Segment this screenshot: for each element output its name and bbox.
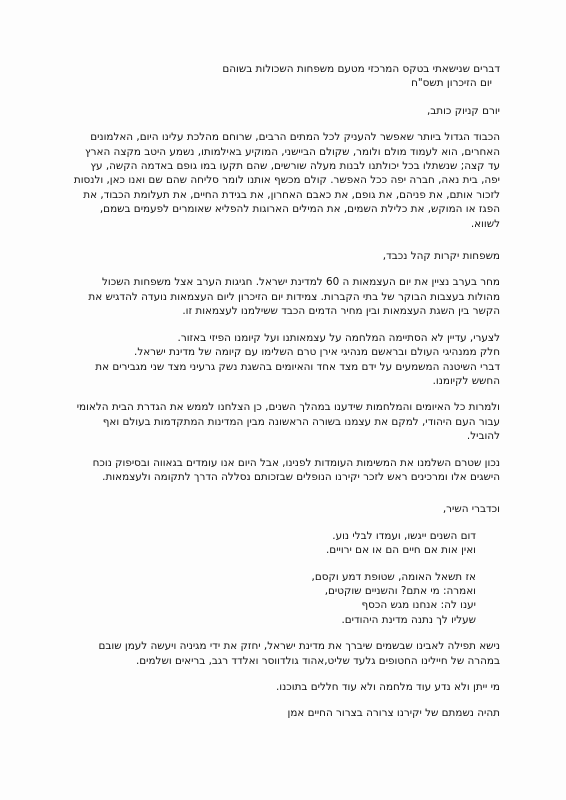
poem-line: ואין אות אם חיים הם או אם ירויים. [326, 544, 476, 557]
poem-stanza-2 [46, 570, 476, 628]
poem-intro: וכדברי השיר, [442, 503, 500, 516]
text-line: נכון שטרם השלמנו את המשימות העומדות לפנינו, אבל היום אנו עומדים בגאווה ובסיפוק נוכח [92, 456, 500, 469]
author-line: יורם קניוק כותב, [426, 104, 500, 117]
text-line: הקשר בין השגת העצמאות ובין מחיר הדמים הכבד ששילמנו לעצמאות זו. [182, 305, 500, 318]
text-line: האחרים, הוא לעמוד מולם ולומר, שקולם הביישני, המוקיע באילמותו, נשמע היטב מקצה הארץ [85, 145, 500, 158]
poem-line: שעליו לך נתנה מדינת היהודים. [341, 613, 476, 626]
paragraph-opening-quote [46, 130, 500, 231]
text-line: עבור העם היהודי, למקם את עצמנו בשורה הראשונה מבין המדינות המתקדמות בעולם ואף [102, 415, 500, 428]
text-line: הכבוד הגדול ביותר שאפשר להעניק לכל המתים הרבים, שרוחם מהלכת עלינו היום, האלמונים [90, 131, 500, 144]
poem-line: דום השנים ייגשו, ועמדו לבלי נוע. [332, 529, 476, 542]
text-line: לצערי, עדיין לא הסתיימה המלחמה על עצמאותנו ועל קיומנו הפיזי באזור. [177, 331, 500, 344]
text-line: דברי השיטנה המשמעים על ידם מצד אחד והאיומים בהשגת נשק גרעיני מצד שני מגבירים את [95, 360, 500, 373]
poem-stanza-1 [46, 529, 476, 558]
paragraph-independence-day [46, 275, 500, 318]
text-line: יפה, בית נאה, חברה יפה ככל האפשר. קולם מכשף אותנו לומר סליחה שהם שם ואנו כאן, ולנסות [73, 174, 500, 187]
greeting-line: משפחות יקרות קהל נכבד, [382, 250, 500, 263]
text-line: הישגים אלו ומרכינים ראש לזכר יקירנו הנופלים שבזכותם נסללה הדרך לתקומה ולעצמאות. [102, 470, 500, 483]
wish-line: מי ייתן ולא נדע עוד מלחמה ולא עוד חללים בתוכנו. [275, 681, 500, 693]
document-title: דברים שנישאתי בטקס המרכזי מטעם משפחות השכולות בשוהם [222, 63, 500, 75]
poem-line: יענו לה: אנחנו מגש הכסף [361, 599, 476, 612]
text-line: לשווא. [470, 217, 500, 230]
text-line: עד קצה; שנשתלו בכל יכולתנו לבנות מעלה שורשים, שהם תקעו במו גופם באדמה הקשה, עץ [90, 160, 500, 173]
poem-line: ואמרה: מי אתם? והשניים שוקטים, [324, 584, 476, 597]
text-line: נישא תפילה לאבינו שבשמים שיברך את מדינת ישראל, יחזק את ידי מגיניה ויעשה לעמן שובם [98, 640, 500, 653]
text-line: במהרה של חיילינו החטופים גלעד שליט,אהוד גולדווסר ואלדד רגב, בריאים ושלמים. [135, 654, 500, 667]
text-line: הפגז או המוקש, את כלילת השמים, את המילים הארוגות להפליא שאומרים לפעמים בשמם, [99, 203, 500, 216]
text-line: מחר בערב נציין את יום העצמאות ה 60 למדינת ישראל. חגיגות הערב אצל משפחות השכול [101, 276, 500, 289]
paragraph-ongoing-war [46, 331, 500, 389]
text-line: החשש לקיומנו. [432, 374, 500, 387]
text-line: להוביל. [466, 430, 500, 443]
text-line: ולמרות כל האיומים והמלחמות שידענו במהלך השנים, כן הצלחנו לממש את הגדרת הבית הלאומי [76, 401, 500, 414]
text-line: מהולות בעצבות הבוקר של בתי הקברות. צמידות יום הזיכרון ליום העצמאות נועדה להדגיש את [88, 290, 500, 303]
paragraph-achievements [46, 400, 500, 443]
paragraph-prayer [46, 639, 500, 668]
memorial-day-date: יום הזיכרון תשס"ח [411, 77, 492, 90]
poem-line: אז תשאל האומה, שטופת דמע וקסם, [311, 570, 476, 583]
paragraph-tribute [46, 456, 500, 485]
text-line: לזכור אותם, את פניהם, את גופם, את כאבם האחרון, את בגידת החיים, את תעלומת הכבוד, את [83, 188, 500, 201]
text-line: חלק ממנהיגי העולם ובראשם מנהיגי אירן טרם השלימו עם קיומה של מדינת ישראל. [134, 346, 500, 359]
closing-line: תהיה נשמתם של יקירנו צרורה בצרור החיים אמן [287, 707, 500, 720]
